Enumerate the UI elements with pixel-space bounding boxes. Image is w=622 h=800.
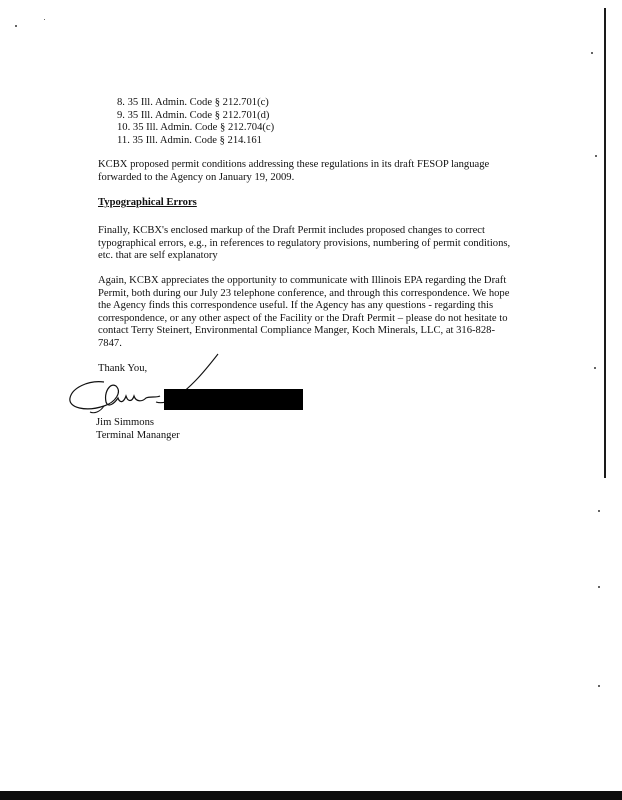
scan-speck	[598, 586, 600, 588]
signer-name: Jim Simmons	[96, 417, 154, 428]
citation-item: 11. 35 Ill. Admin. Code § 214.161	[117, 134, 262, 146]
typographical-errors-paragraph	[98, 225, 513, 263]
signer-block	[96, 416, 180, 442]
scan-speck	[44, 19, 45, 20]
fesop-paragraph	[98, 159, 513, 184]
scan-edge-bottom	[0, 791, 622, 800]
scan-speck	[591, 52, 593, 54]
closing-salutation: Thank You,	[98, 363, 148, 374]
closing-paragraph-text: Again, KCBX appreciates the opportunity to communicate with Illinois EPA regarding the Draft Permit, both during our July 23 telephone conference, and through this correspondence. We hope the Agency finds this correspondence useful. If the Agency has any questions - regarding this correspondence, or any other aspect of the Facility or the Draft Permit – please do not hesitate to contact Terry Steinert, Environmental Compliance Manger, Koch Minerals, LLC, at 316-828-7847.	[98, 275, 510, 349]
handwritten-signature	[64, 352, 234, 424]
scan-speck	[595, 155, 597, 157]
signer-title: Terminal Mananger	[96, 430, 180, 441]
scan-speck	[598, 685, 600, 687]
closing-paragraph	[98, 275, 513, 351]
citation-item: 9. 35 Ill. Admin. Code § 212.701(d)	[117, 109, 270, 121]
citation-item: 10. 35 Ill. Admin. Code § 212.704(c)	[117, 122, 275, 134]
typographical-errors-text: Finally, KCBX's enclosed markup of the Draft Permit includes proposed changes to correct typographical errors, e.g., in references to regulatory provisions, numbering of permit conditions, etc. that are self explanatory	[98, 225, 511, 262]
scan-speck	[594, 367, 596, 369]
scan-speck	[598, 510, 600, 512]
scan-speck	[15, 25, 17, 27]
citation-item: 8. 35 Ill. Admin. Code § 212.701(c)	[117, 97, 269, 108]
scan-edge-right	[604, 8, 606, 478]
section-heading: Typographical Errors	[98, 197, 197, 208]
fesop-paragraph-text: KCBX proposed permit conditions addressing these regulations in its draft FESOP language forwarded to the Agency on January 19, 2009.	[98, 159, 490, 183]
signature-redaction-box	[164, 389, 303, 410]
regulation-citation-list	[117, 97, 274, 147]
